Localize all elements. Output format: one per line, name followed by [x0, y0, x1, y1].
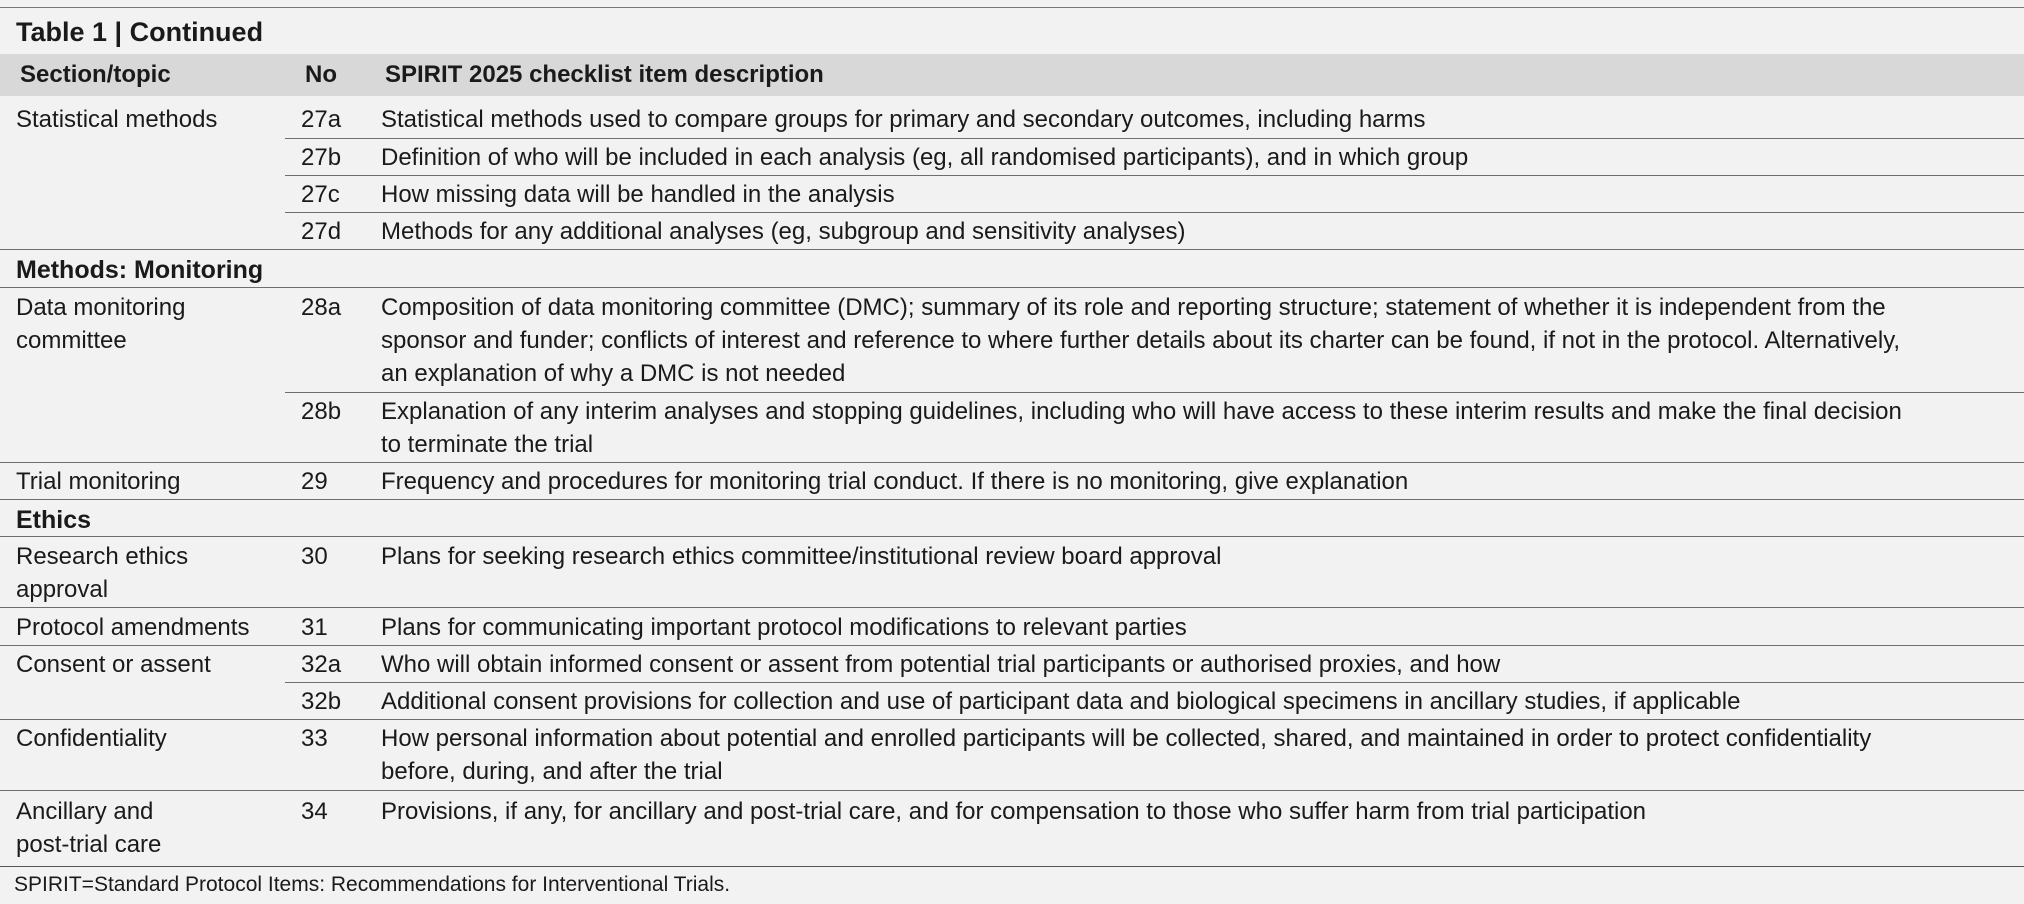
- item-no: 27c: [301, 181, 340, 208]
- row-divider: [285, 212, 2024, 213]
- topic-ancillary-line1: Ancillary and: [16, 798, 154, 825]
- header-no: No: [305, 61, 337, 88]
- table-title: Table 1 | Continued: [16, 17, 264, 47]
- row-divider: [0, 249, 2024, 250]
- item-no: 27b: [301, 144, 342, 171]
- item-description: Additional consent provisions for collection and use of participant data and biological specimens in ancillary studies, if applicable: [381, 688, 1741, 715]
- header-section-topic: Section/topic: [20, 61, 171, 88]
- row-divider: [0, 462, 2024, 463]
- row-divider: [0, 499, 2024, 500]
- row-divider: [0, 790, 2024, 791]
- item-no: 27a: [301, 106, 342, 133]
- topic-data-monitoring-committee-line1: Data monitoring: [16, 294, 186, 321]
- item-description: Provisions, if any, for ancillary and post-trial care, and for compensation to those who suffer harm from trial participation: [381, 798, 1647, 825]
- item-description: Statistical methods used to compare groups for primary and secondary outcomes, including harms: [381, 106, 1426, 133]
- item-no: 32a: [301, 651, 342, 678]
- topic-statistical-methods: Statistical methods: [16, 106, 218, 133]
- table-header-row: [0, 54, 2024, 96]
- item-description: How missing data will be handled in the analysis: [381, 181, 895, 208]
- item-description: Who will obtain informed consent or assent from potential trial participants or authorised proxies, and how: [381, 651, 1501, 678]
- topic-ancillary-line2: post-trial care: [16, 831, 162, 858]
- item-no: 31: [301, 614, 328, 641]
- item-no: 27d: [301, 218, 342, 245]
- item-description-line: an explanation of why a DMC is not needed: [381, 360, 846, 387]
- item-description: Definition of who will be included in each analysis (eg, all randomised participants), and in which group: [381, 144, 1469, 171]
- item-description-line: Explanation of any interim analyses and stopping guidelines, including who will have access to these interim results and make the final decision: [381, 398, 1902, 425]
- row-divider: [0, 287, 2024, 288]
- topic-consent-or-assent: Consent or assent: [16, 651, 211, 678]
- item-description: Plans for seeking research ethics committee/institutional review board approval: [381, 543, 1222, 570]
- item-description-line: sponsor and funder; conflicts of interest and reference to where further details about its charter can be found, if not in the protocol. Alternatively,: [381, 327, 1901, 354]
- row-divider: [285, 682, 2024, 683]
- section-heading-monitoring: Methods: Monitoring: [16, 256, 264, 284]
- row-divider: [0, 645, 2024, 646]
- table-footnote: SPIRIT=Standard Protocol Items: Recommendations for Interventional Trials.: [14, 873, 731, 896]
- item-description: Methods for any additional analyses (eg, subgroup and sensitivity analyses): [381, 218, 1186, 245]
- topic-research-ethics-line2: approval: [16, 576, 109, 603]
- topic-trial-monitoring: Trial monitoring: [16, 468, 181, 495]
- topic-data-monitoring-committee-line2: committee: [16, 327, 127, 354]
- row-divider: [285, 392, 2024, 393]
- topic-protocol-amendments: Protocol amendments: [16, 614, 250, 641]
- item-description-line: How personal information about potential and enrolled participants will be collected, shared, and maintained in order to protect confidentiality: [381, 725, 1872, 752]
- row-divider: [285, 175, 2024, 176]
- item-no: 30: [301, 543, 328, 570]
- item-description-line: to terminate the trial: [381, 431, 594, 458]
- item-no: 28b: [301, 398, 342, 425]
- item-description: Plans for communicating important protocol modifications to relevant parties: [381, 614, 1187, 641]
- item-description-line: Composition of data monitoring committee (DMC); summary of its role and reporting structure; statement of whether it is independent from the: [381, 294, 1886, 321]
- row-divider: [0, 719, 2024, 720]
- item-no: 29: [301, 468, 328, 495]
- item-description-line: before, during, and after the trial: [381, 758, 723, 785]
- row-divider: [285, 138, 2024, 139]
- table-bottom-rule: [0, 866, 2024, 867]
- top-rule: [0, 7, 2024, 8]
- topic-research-ethics-line1: Research ethics: [16, 543, 189, 570]
- topic-confidentiality: Confidentiality: [16, 725, 167, 752]
- item-no: 32b: [301, 688, 342, 715]
- row-divider: [0, 607, 2024, 608]
- item-no: 33: [301, 725, 328, 752]
- header-description: SPIRIT 2025 checklist item description: [385, 61, 824, 88]
- item-no: 28a: [301, 294, 342, 321]
- section-heading-ethics: Ethics: [16, 506, 92, 534]
- item-no: 34: [301, 798, 328, 825]
- item-description: Frequency and procedures for monitoring trial conduct. If there is no monitoring, give explanation: [381, 468, 1409, 495]
- row-divider: [0, 536, 2024, 537]
